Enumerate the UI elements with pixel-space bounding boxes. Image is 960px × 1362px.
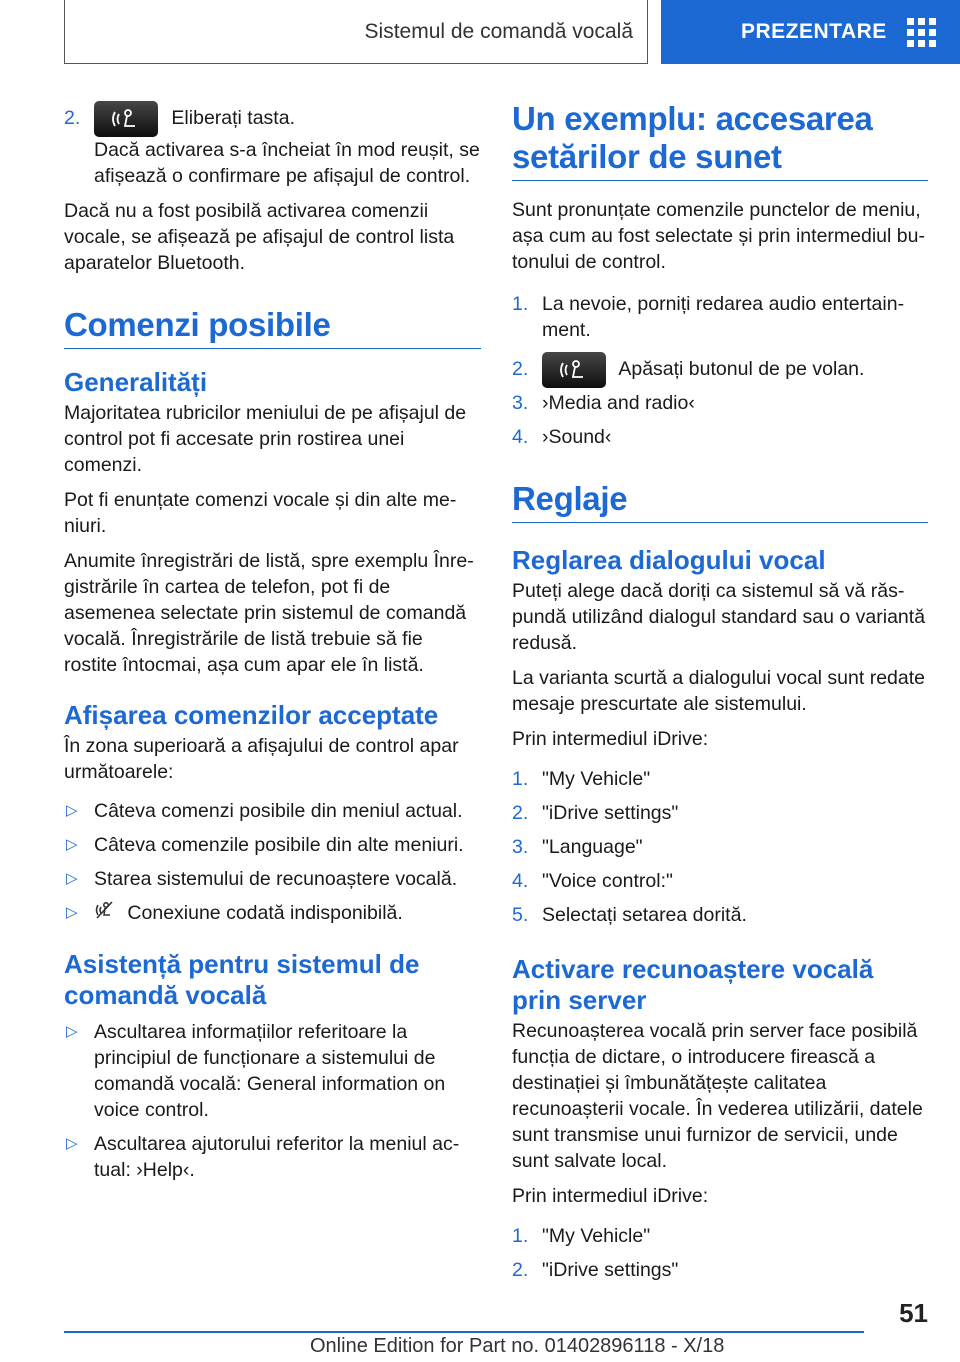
- step-text: ›Sound‹: [542, 425, 612, 448]
- dialog-paragraph-1: Puteți alege dacă doriți ca sistemul să vă răspundă utilizând dialogul standard sau o variantă redusă.: [512, 579, 926, 654]
- display-paragraph: În zona superioară a afișajului de control apar următoarele:: [64, 734, 459, 783]
- step-number: 4.: [512, 425, 529, 448]
- heading-example: Un exemplu: accesarea setărilor de sunet: [512, 100, 928, 181]
- chapter-title-text: PREZENTARE: [741, 20, 887, 43]
- list-item: [512, 800, 928, 826]
- heading-voice-help: Asistență pentru sistemul de comandă vocală: [64, 949, 420, 1011]
- list-item: [512, 868, 928, 894]
- right-column: [512, 100, 928, 1291]
- step-text: La nevoie, porniți redarea audio entertainment.: [542, 293, 905, 341]
- list-item: [64, 900, 481, 927]
- bullet-text: Câteva comenzile posibile din alte meniuri.: [94, 833, 464, 856]
- list-item: [64, 866, 481, 892]
- triangle-bullet-icon: ▷: [66, 1023, 78, 1041]
- general-paragraph-3: Anumite înregistrări de listă, spre exemplu Înregistrările în cartea de telefon, pot fi de asemenea selectate prin sistemul de comandă vocală. Înregistrările de listă trebuie să fie rostite întocmai, așa cum apar ele în listă.: [64, 549, 474, 676]
- step-text: Selectați setarea dorită.: [542, 903, 747, 926]
- server-paragraph-1: Recunoașterea vocală prin server face posibilă funcția de dictare, o introducere firească a destinației și îmbunătățește calitatea recunoașterii vocale. În vederea utilizării, datele sunt transmise unui furnizor de servicii, unde sunt salvate local.: [512, 1019, 923, 1172]
- triangle-bullet-icon: ▷: [66, 903, 78, 921]
- left-column: [64, 100, 481, 1191]
- grid-icon[interactable]: [907, 18, 936, 47]
- step-number: 2.: [64, 107, 81, 129]
- server-paragraph-2: Prin intermediul iDrive:: [512, 1184, 709, 1207]
- step-text: "Voice control:": [542, 869, 673, 892]
- footer-divider: [64, 1331, 864, 1333]
- step-number: 1.: [512, 767, 529, 790]
- step-text: Eliberați tasta.: [171, 107, 295, 129]
- step-number: 1.: [512, 1224, 529, 1247]
- list-item: [512, 390, 928, 416]
- step-number: 3.: [512, 835, 529, 858]
- general-paragraph-1: Majoritatea rubricilor meniului de pe afișajul de control pot fi accesate prin rostirea unei comenzi.: [64, 401, 467, 476]
- step-text: "iDrive settings": [542, 801, 679, 824]
- mic-crossed-icon: [94, 900, 114, 927]
- step-number: 3.: [512, 391, 529, 414]
- header-chapter-tab[interactable]: [661, 0, 960, 64]
- voice-button-icon: [542, 352, 606, 388]
- header-section-title: [64, 0, 648, 64]
- fail-paragraph: Dacă nu a fost posibilă activarea comenzii vocale, se afișează pe afișajul de control lista aparatelor Bluetooth.: [64, 199, 455, 274]
- step-number: 4.: [512, 869, 529, 892]
- step-text: ›Media and radio‹: [542, 391, 695, 414]
- section-title-text: Sistemul de comandă vocală: [364, 19, 633, 43]
- list-item: [64, 1019, 481, 1123]
- triangle-bullet-icon: ▷: [66, 801, 78, 819]
- dialog-paragraph-2: La varianta scurtă a dialogului vocal sunt redate mesaje prescurtate ale sistemului.: [512, 666, 926, 715]
- step-number: 2.: [512, 801, 529, 824]
- list-item: [512, 1257, 928, 1283]
- heading-settings: Reglaje: [512, 480, 928, 523]
- list-item: [512, 424, 928, 450]
- list-item: [512, 291, 928, 343]
- list-item: [64, 832, 481, 858]
- step-number: 2.: [512, 358, 529, 380]
- step-detail: Dacă activarea s-a încheiat în mod reușit, se afișează o confirmare pe afișajul de control.: [94, 138, 480, 187]
- bullet-text: Ascultarea ajutorului referitor la meniul actual: ›Help‹.: [94, 1133, 460, 1182]
- heading-possible-commands: Comenzi posibile: [64, 306, 481, 349]
- triangle-bullet-icon: ▷: [66, 869, 78, 887]
- step-text: "My Vehicle": [542, 767, 651, 790]
- bullet-text: Ascultarea informațiilor referitoare la principiul de funcționare a sistemului de comandă vocală: General information on voice control.: [94, 1021, 446, 1122]
- footer-edition: Online Edition for Part no. 01402896118 - X/18: [310, 1335, 725, 1357]
- step-text: "Language": [542, 835, 643, 858]
- voice-button-icon: [94, 101, 158, 137]
- heading-display-commands: Afișarea comenzilor acceptate: [64, 699, 439, 730]
- bullet-text: Starea sistemului de recunoaștere vocală.: [94, 867, 458, 890]
- step-number: 2.: [512, 1258, 529, 1281]
- general-paragraph-2: Pot fi enunțate comenzi vocale și din alte meniuri.: [64, 488, 457, 537]
- step-number: 5.: [512, 903, 529, 926]
- bullet-text: Câteva comenzi posibile din meniul actual.: [94, 799, 463, 822]
- step-text: "iDrive settings": [542, 1258, 679, 1281]
- heading-general: Generalități: [64, 366, 208, 397]
- example-paragraph: Sunt pronunțate comenzile punctelor de meniu, așa cum au fost selectate și prin intermediul butonului de control.: [512, 199, 925, 273]
- bullet-text: Conexiune codată indisponibilă.: [127, 901, 403, 924]
- step-text: Apăsați butonul de pe volan.: [618, 358, 865, 380]
- heading-voice-dialog: Reglarea dialogului vocal: [512, 544, 826, 575]
- triangle-bullet-icon: ▷: [66, 1135, 78, 1153]
- list-item: [512, 766, 928, 792]
- list-item: [512, 834, 928, 860]
- page-number: 51: [899, 1298, 928, 1328]
- step-release-key: [64, 100, 481, 137]
- list-item: [512, 1223, 928, 1249]
- list-item: [64, 798, 481, 824]
- step-number: 1.: [512, 293, 529, 315]
- dialog-paragraph-3: Prin intermediul iDrive:: [512, 727, 709, 750]
- list-item: [512, 351, 928, 388]
- list-item: [64, 1131, 481, 1183]
- triangle-bullet-icon: ▷: [66, 835, 78, 853]
- heading-server-recognition: Activare recunoaștere vocală prin server: [512, 953, 874, 1015]
- step-text: "My Vehicle": [542, 1224, 651, 1247]
- list-item: [512, 902, 928, 928]
